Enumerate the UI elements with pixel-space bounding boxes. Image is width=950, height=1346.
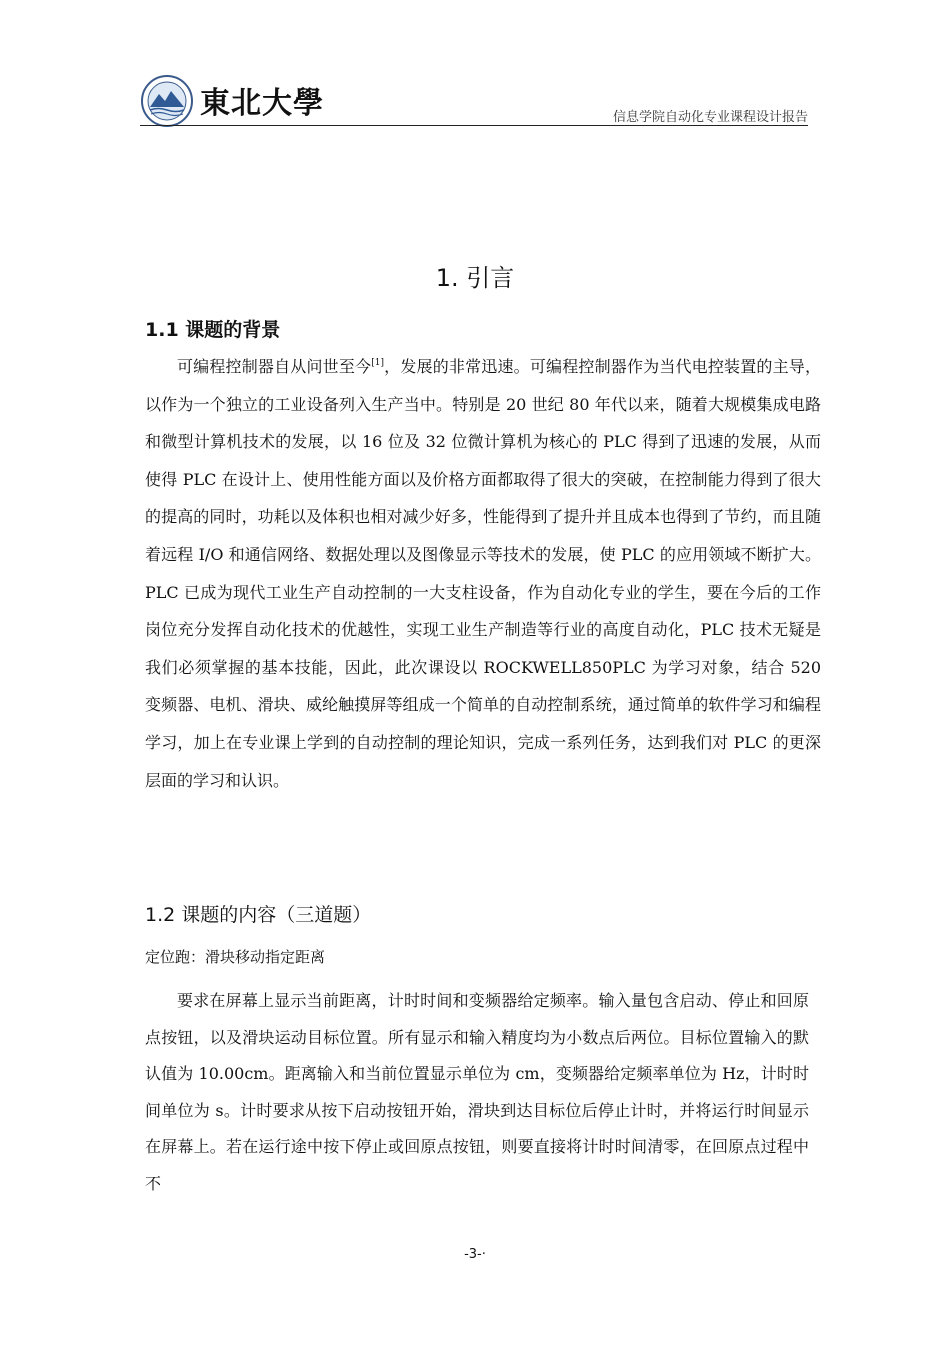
- background-paragraph: [145, 348, 821, 799]
- header-divider: [140, 125, 808, 126]
- chapter-title: 1. 引言: [435, 264, 515, 292]
- course-report-title: 信息学院自动化专业课程设计报告: [612, 110, 808, 125]
- section-title-background: 1.1 课题的背景: [145, 319, 281, 341]
- university-emblem-icon: [140, 74, 194, 128]
- subtask-title: 定位跑：滑块移动指定距离: [145, 948, 326, 966]
- section-title-content: 1.2 课题的内容（三道题）: [145, 904, 372, 926]
- university-logo-text: 東北大學: [200, 86, 324, 121]
- page-number: -3-·: [464, 1247, 486, 1262]
- citation-marker[interactable]: [1]: [371, 358, 384, 368]
- subtask-paragraph: 要求在屏幕上显示当前距离，计时时间和变频器给定频率。输入量包含启动、停止和回原点按钮，以及滑块运动目标位置。所有显示和输入精度均为小数点后两位。目标位置输入的默认值为 10.00cm。距离输入和当前位置显示单位为 cm，变频器给定频率单位为 Hz，计时时间单位为 s。计时要求从按下启动按钮开始，滑块到达目标位后停止计时，并将运行时间显示在屏幕上。若在运行途中按下停止或回原点按钮，则要直接将计时时间清零，在回原点过程中不: [145, 991, 809, 1193]
- paragraph-text-start: 可编程控制器自从问世至今: [177, 357, 372, 376]
- paragraph-text-rest: ，发展的非常迅速。可编程控制器作为当代电控装置的主导，以作为一个独立的工业设备列入生产当中。特别是 20 世纪 80 年代以来，随着大规模集成电路和微型计算机技术的发展，以 16 位及 32 位微计算机为核心的 PLC 得到了迅速的发展，从而使得 PLC 在设计上、使用性能方面以及价格方面都取得了很大的突破，在控制能力得到了很大的提高的同时，功耗以及体积也相对减少好多，性能得到了提升并且成本也得到了节约，而且随着远程 I/O 和通信网络、数据处理以及图像显示等技术的发展，使 PLC 的应用领域不断扩大。PLC 已成为现代工业生产自动控制的一大支柱设备，作为自动化专业的学生，要在今后的工作岗位充分发挥自动化技术的优越性，实现工业生产制造等行业的高度自动化，PLC 技术无疑是我们必须掌握的基本技能，因此，此次课设以 ROCKWELL850PLC 为学习对象，结合 520 变频器、电机、滑块、威纶触摸屏等组成一个简单的自动控制系统，通过简单的软件学习和编程学习，加上在专业课上学到的自动控制的理论知识，完成一系列任务，达到我们对 PLC 的更深层面的学习和认识。: [145, 357, 821, 790]
- page-header: [140, 68, 808, 124]
